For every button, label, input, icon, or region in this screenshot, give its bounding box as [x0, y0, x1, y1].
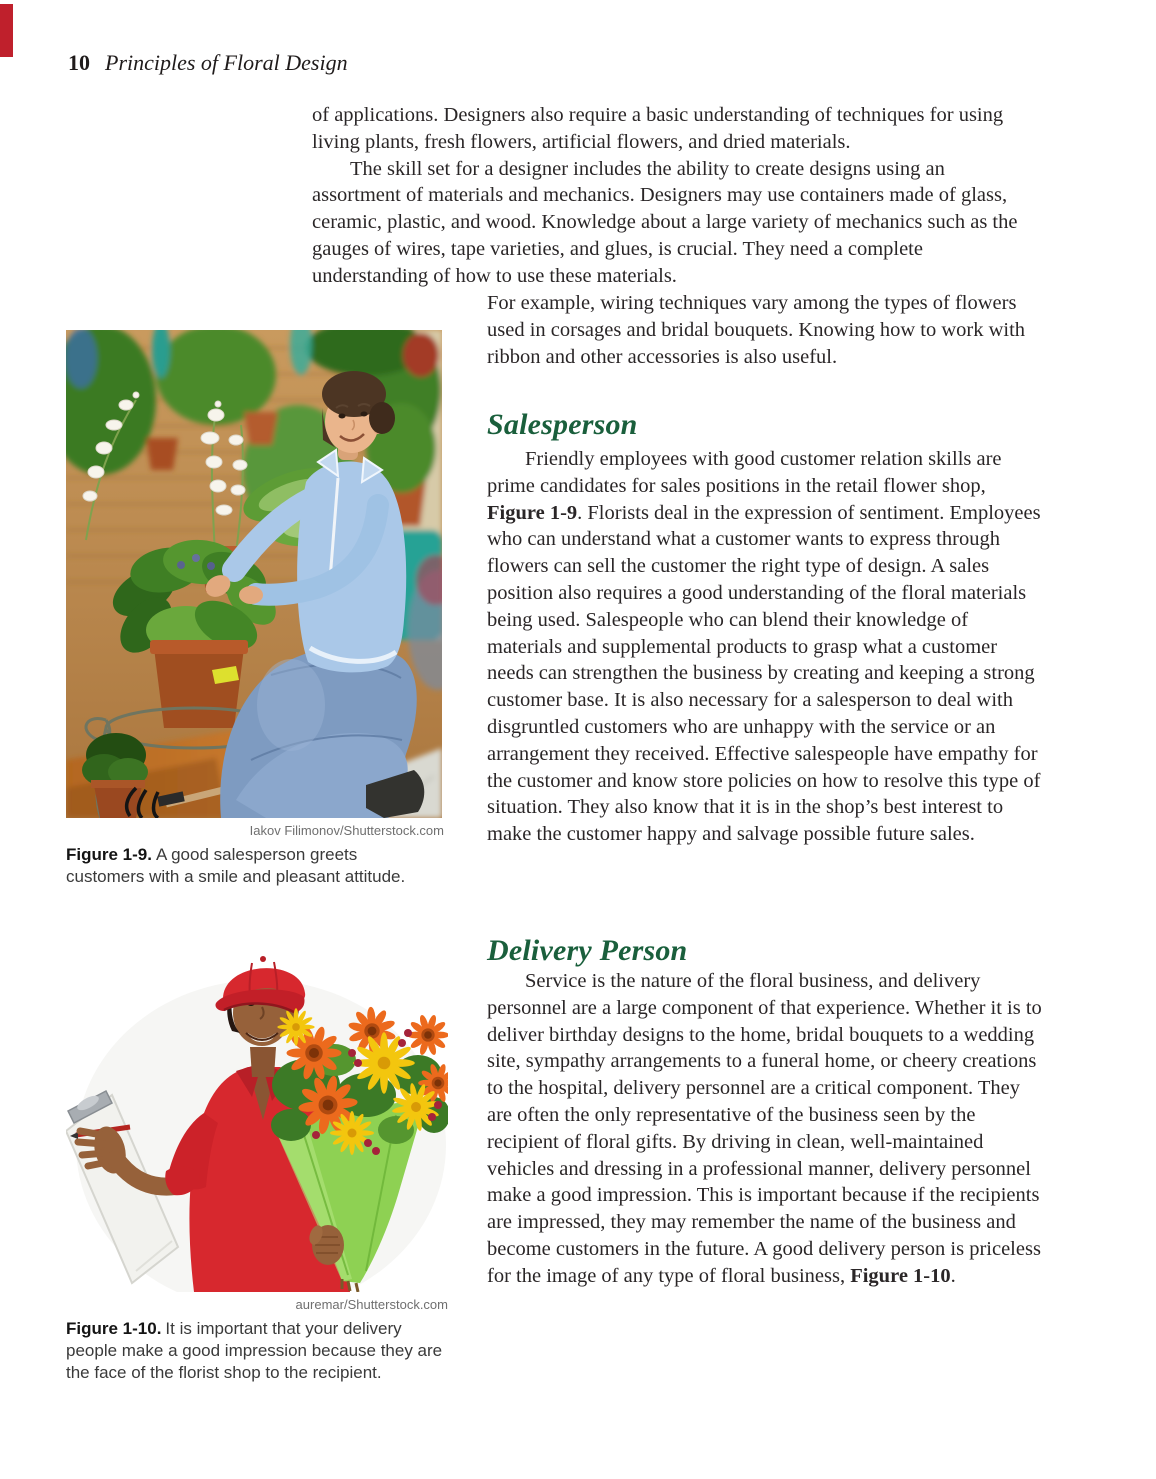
- figure-1-10-caption: [66, 1318, 446, 1384]
- intro-paragraph-2: The skill set for a designer includes the ability to create designs using an assortment of materials and mechanics. Designers may use containers made of glass, ceramic, plastic, and wood. Knowledge about a large variety of mechanics such as the gauges of wires, tape varieties, and glues, is crucial. They need a complete understanding of how to use these materials.: [312, 157, 1018, 287]
- intro-paragraph-2-continued: For example, wiring techniques vary among the types of flowers used in corsages and bridal bouquets. Knowing how to work with ribbon and other accessories is also useful.: [487, 292, 1026, 368]
- salesperson-heading: Salesperson: [487, 408, 638, 441]
- delivery-person-heading: Delivery Person: [487, 934, 688, 967]
- figure-1-10-photo: [66, 935, 448, 1292]
- figure-1-10: [66, 935, 448, 1384]
- chapter-edge-tab: [0, 4, 13, 57]
- salesperson-text-post: . Florists deal in the expression of sentiment. Employees who can understand what a customer wants to express through flowers can sell the customer the right type of design. A sales position also requires a good understanding of the floral materials being used. Salespeople who can blend their knowledge of materials and supplemental products to grasp what a customer needs can strengthen the business by creating and keeping a strong customer base. It is also necessary for a salesperson to deal with disgruntled customers who are unhappy with the service or an arrangement they received. Effective salespeople have empathy for the customer and know store policies on how to resolve this type of situation. They also know that it is in the shop’s best interest to make the customer happy and salvage possible future sales.: [487, 501, 1041, 846]
- intro-text-block: [312, 102, 1034, 290]
- delivery-text-post: .: [950, 1264, 956, 1287]
- figure-1-9-reference: Figure 1-9: [487, 501, 578, 524]
- delivery-paragraph: [487, 968, 1043, 1290]
- figure-1-9-caption: [66, 844, 440, 888]
- salesperson-paragraph-text: [487, 446, 1043, 848]
- salesperson-text-pre: Friendly employees with good customer relation skills are prime candidates for sales positions in the retail flower shop,: [487, 448, 1002, 497]
- figure-1-10-reference: Figure 1-10: [850, 1264, 951, 1287]
- delivery-paragraph-text: [487, 968, 1043, 1290]
- book-title: Principles of Floral Design: [105, 50, 348, 75]
- figure-1-9-photo: [66, 330, 442, 818]
- figure-1-10-caption-text: It is important that your delivery people make a good impression because they are the face of the florist shop to the recipient.: [66, 1319, 443, 1382]
- figure-1-10-label: Figure 1-10.: [66, 1319, 162, 1338]
- page-number: 10: [68, 50, 90, 75]
- figure-1-10-credit: auremar/Shutterstock.com: [295, 1297, 448, 1312]
- figure-1-9-credit: Iakov Filimonov/Shutterstock.com: [249, 823, 444, 838]
- primula-pot: [150, 640, 248, 728]
- running-head: [68, 50, 348, 76]
- salesperson-paragraph: [487, 446, 1043, 848]
- delivery-text-pre: Service is the nature of the floral business, and delivery personnel are a large component of that experience. Whether it is to deliver birthday designs to the home, bridal bouquets to a wedding site, sympathy arrangements to a funeral home, or cheery creations to the hospital, delivery personnel are a critical component. They are often the only representative of the business seen by the recipient of floral gifts. By driving in clean, well-maintained vehicles and dressing in a professional manner, delivery personnel make a good impression. This is important because if the recipients are impressed, they may remember the name of the business and become customers in the future. A good delivery person is priceless for the image of any type of floral business,: [487, 970, 1042, 1287]
- intro-paragraph-1: of applications. Designers also require a basic understanding of techniques for using living plants, fresh flowers, artificial flowers, and dried materials.: [312, 104, 1004, 153]
- column-paragraph: [487, 290, 1043, 370]
- figure-1-9-caption-text: A good salesperson greets customers with a smile and pleasant attitude.: [66, 845, 406, 886]
- figure-1-9: [66, 330, 444, 888]
- figure-1-9-label: Figure 1-9.: [66, 845, 152, 864]
